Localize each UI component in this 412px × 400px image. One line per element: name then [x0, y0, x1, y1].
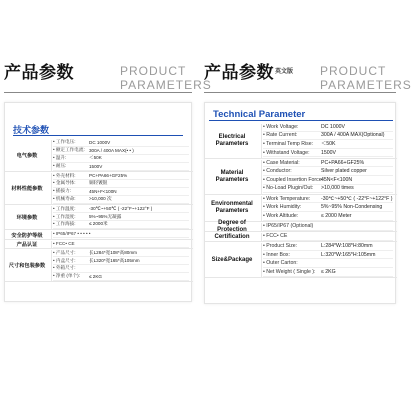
- en-group-label: Environmental Parameters: [211, 201, 253, 215]
- en-group-separator: [261, 223, 262, 231]
- en-param-key: • Terminal Temp Rise:: [263, 140, 314, 147]
- en-group-separator: [261, 160, 262, 194]
- cn-params-table: [5, 139, 193, 301]
- en-param-row: [263, 268, 393, 277]
- cn-param-group: [5, 205, 193, 230]
- cn-param-value: 45N+F<100N: [89, 188, 117, 194]
- cn-param-key: • 耐压:: [53, 163, 67, 169]
- cn-param-key: • 工作电压:: [53, 139, 76, 145]
- cn-param-key: • 产品尺寸:: [53, 249, 76, 255]
- en-param-key: • Withstand Voltage:: [263, 149, 310, 156]
- en-param-row: [263, 232, 393, 241]
- en-group-separator: [261, 233, 262, 241]
- en-param-row: [263, 149, 393, 158]
- cn-group-separator: [51, 241, 52, 248]
- en-param-key: • Rate Current:: [263, 132, 298, 139]
- en-param-value: -30℃~+50℃ ( -22°F~+122°F ): [321, 195, 393, 202]
- cn-param-key: • 工作湿度:: [53, 213, 76, 219]
- en-param-value: L:320*W:165*H:105mm: [321, 251, 376, 258]
- cn-param-value: PC+PA66+GF25%: [89, 173, 128, 179]
- cn-param-key: • 工作海拔:: [53, 221, 76, 227]
- en-group-label: Degree of Protection: [217, 220, 247, 234]
- cn-param-row: [53, 240, 189, 248]
- en-param-row: [263, 212, 393, 221]
- en-param-row: [263, 140, 393, 149]
- cn-param-group: [5, 230, 193, 239]
- en-param-value: 1500V: [321, 149, 337, 156]
- cn-group-label: 材料性能参数: [11, 186, 43, 193]
- en-section-title: Technical Parameter: [213, 109, 306, 120]
- en-page-subtitle: 英文版: [275, 68, 294, 75]
- cn-param-value: >10,000 次: [89, 196, 112, 202]
- en-group-label: Size&Package: [211, 256, 253, 263]
- cn-group-separator: [51, 250, 52, 281]
- en-group-separator: [261, 124, 262, 158]
- en-param-row: [263, 195, 393, 204]
- en-param-row: [263, 132, 393, 141]
- en-param-key: • No-Load Plugin/Out:: [263, 185, 314, 192]
- cn-section-divider: [13, 135, 183, 136]
- cn-param-key: • 工作温度:: [53, 205, 76, 211]
- cn-param-key: • 额定工作电流:: [53, 147, 85, 153]
- en-param-key: • Coupled Insertion Force:: [263, 176, 324, 183]
- en-param-key: • Case Material:: [263, 159, 300, 166]
- cn-param-key: • 插拔力:: [53, 188, 71, 194]
- en-param-key: • Inner Box:: [263, 251, 290, 258]
- en-param-key: • Outer Carton:: [263, 260, 298, 267]
- cn-page-title: 产品参数: [4, 63, 74, 83]
- en-param-key: • IP65/IP67 (Optional): [263, 222, 314, 229]
- en-page-title: 产品参数: [204, 63, 274, 83]
- en-group-separator: [261, 243, 262, 277]
- cn-param-value: 铜轻镀银: [89, 180, 108, 186]
- cn-param-key: • 净重 (单个):: [53, 273, 80, 279]
- en-panel: [200, 0, 412, 400]
- en-header-divider: [204, 92, 396, 93]
- cn-param-value: 300A / 400A MAX(• • ): [89, 147, 134, 153]
- cn-params-card: [4, 102, 192, 302]
- en-param-row: [263, 185, 393, 194]
- cn-param-row: [53, 139, 189, 147]
- cn-group-label: 尺寸和包装参数: [8, 263, 46, 270]
- cn-param-row: [53, 273, 189, 281]
- cn-param-key: • 温升:: [53, 155, 67, 161]
- cn-title-en-line1: PRODUCT: [120, 64, 187, 78]
- cn-param-key: • 外箱尺寸:: [53, 265, 76, 271]
- cn-param-key: • FCC• CE: [53, 240, 75, 246]
- cn-param-value: DC 1000V: [89, 139, 111, 145]
- en-param-row: [263, 203, 393, 212]
- en-group-label: Electrical Parameters: [215, 133, 249, 147]
- en-param-value: L:284*W:108*H:80mm: [321, 243, 373, 250]
- en-group-separator: [261, 196, 262, 221]
- cn-param-value: ≤ 2000米: [89, 221, 108, 227]
- en-param-group: [205, 232, 397, 242]
- en-param-value: PC+PA66+GF25%: [321, 159, 365, 166]
- cn-group-label: 环境参数: [16, 215, 38, 222]
- en-params-card: [204, 102, 396, 304]
- en-param-value: >10,000 times: [321, 185, 354, 192]
- cn-param-key: • 机械寿命:: [53, 196, 76, 202]
- en-param-group: [205, 123, 397, 159]
- en-param-key: • FCC• CE: [263, 232, 288, 239]
- cn-param-row: [53, 205, 189, 213]
- cn-title-en-line2: PARAMETERS: [120, 78, 212, 92]
- en-title-en-line2: PARAMETERS: [320, 78, 412, 92]
- en-param-row: [263, 251, 393, 260]
- en-param-row: [263, 159, 393, 168]
- en-param-row: [263, 123, 393, 132]
- cn-param-group: [5, 139, 193, 172]
- en-param-row: [263, 176, 393, 185]
- cn-param-row: [53, 249, 189, 257]
- cn-group-separator: [51, 140, 52, 171]
- cn-param-row: [53, 230, 189, 238]
- en-param-key: • Work Voltage:: [263, 123, 299, 130]
- cn-section-title: 技术参数: [13, 125, 50, 135]
- cn-param-value: ≤ 2KG: [89, 273, 102, 279]
- cn-param-row: [53, 180, 189, 188]
- en-title-en-line1: PRODUCT: [320, 64, 387, 78]
- en-param-key: • Net Weight ( Single ):: [263, 268, 316, 275]
- cn-param-key: • IP65/IP67 • • • • •: [53, 231, 91, 237]
- cn-param-row: [53, 163, 189, 171]
- en-param-value: ≤ 2KG: [321, 268, 336, 275]
- cn-param-row: [53, 147, 189, 155]
- en-params-table: [205, 123, 397, 303]
- en-param-key: • Work Altitude:: [263, 212, 299, 219]
- en-param-value: Silver plated copper: [321, 168, 367, 175]
- en-param-group: [205, 195, 397, 222]
- en-section-divider: [209, 120, 393, 121]
- cn-param-value: -30℃~+50℃ ( -22°F~+122°F ): [89, 205, 153, 211]
- cn-param-row: [53, 257, 189, 265]
- cn-param-group: [5, 249, 193, 282]
- en-param-value: 5%~95% Non-Condensing: [321, 204, 383, 211]
- cn-param-row: [53, 188, 189, 196]
- en-param-value: ≤ 2000 Meter: [321, 212, 352, 219]
- cn-group-label: 电气参数: [16, 153, 38, 160]
- cn-group-label: 产品认证: [16, 241, 38, 248]
- en-param-key: • Work Temperature:: [263, 195, 311, 202]
- en-param-row: [263, 222, 393, 231]
- cn-param-row: [53, 221, 189, 229]
- en-group-label: Material Parameters: [215, 169, 249, 183]
- cn-param-key: • 外壳材料:: [53, 172, 76, 178]
- cn-group-separator: [51, 231, 52, 238]
- en-param-value: 45N<F<100N: [321, 176, 353, 183]
- en-param-value: DC 1000V: [321, 123, 345, 130]
- cn-group-separator: [51, 206, 52, 229]
- en-param-row: [263, 242, 393, 251]
- cn-group-separator: [51, 173, 52, 204]
- cn-param-value: 长L320*宽165*高105mm: [89, 257, 140, 263]
- cn-param-value: 长L284*宽108*高80mm: [89, 249, 138, 255]
- cn-param-value: 1500V: [89, 163, 103, 169]
- cn-param-row: [53, 265, 189, 273]
- cn-param-key: • 内盒尺寸:: [53, 257, 76, 263]
- cn-param-row: [53, 172, 189, 180]
- en-param-key: • Work Humidity:: [263, 204, 302, 211]
- en-param-group: [205, 222, 397, 232]
- en-param-value: 300A / 400A MAX(Optional): [321, 132, 385, 139]
- cn-param-row: [53, 155, 189, 163]
- cn-param-group: [5, 172, 193, 205]
- en-param-row: [263, 259, 393, 268]
- cn-param-value: 5%~95%无凝露: [89, 213, 122, 219]
- en-param-key: • Product Size:: [263, 243, 298, 250]
- en-param-key: • Conductor:: [263, 168, 292, 175]
- cn-header-divider: [4, 92, 192, 93]
- en-param-row: [263, 167, 393, 176]
- cn-group-label: 安全防护等级: [11, 232, 43, 239]
- cn-param-row: [53, 196, 189, 204]
- en-param-value: ＜50K: [321, 141, 336, 148]
- en-group-label: Certification: [214, 233, 250, 240]
- cn-param-group: [5, 240, 193, 249]
- cn-param-key: • 金属导体:: [53, 180, 76, 186]
- cn-param-row: [53, 213, 189, 221]
- cn-param-value: ＜50K: [89, 155, 102, 161]
- en-param-group: [205, 159, 397, 195]
- en-param-group: [205, 242, 397, 278]
